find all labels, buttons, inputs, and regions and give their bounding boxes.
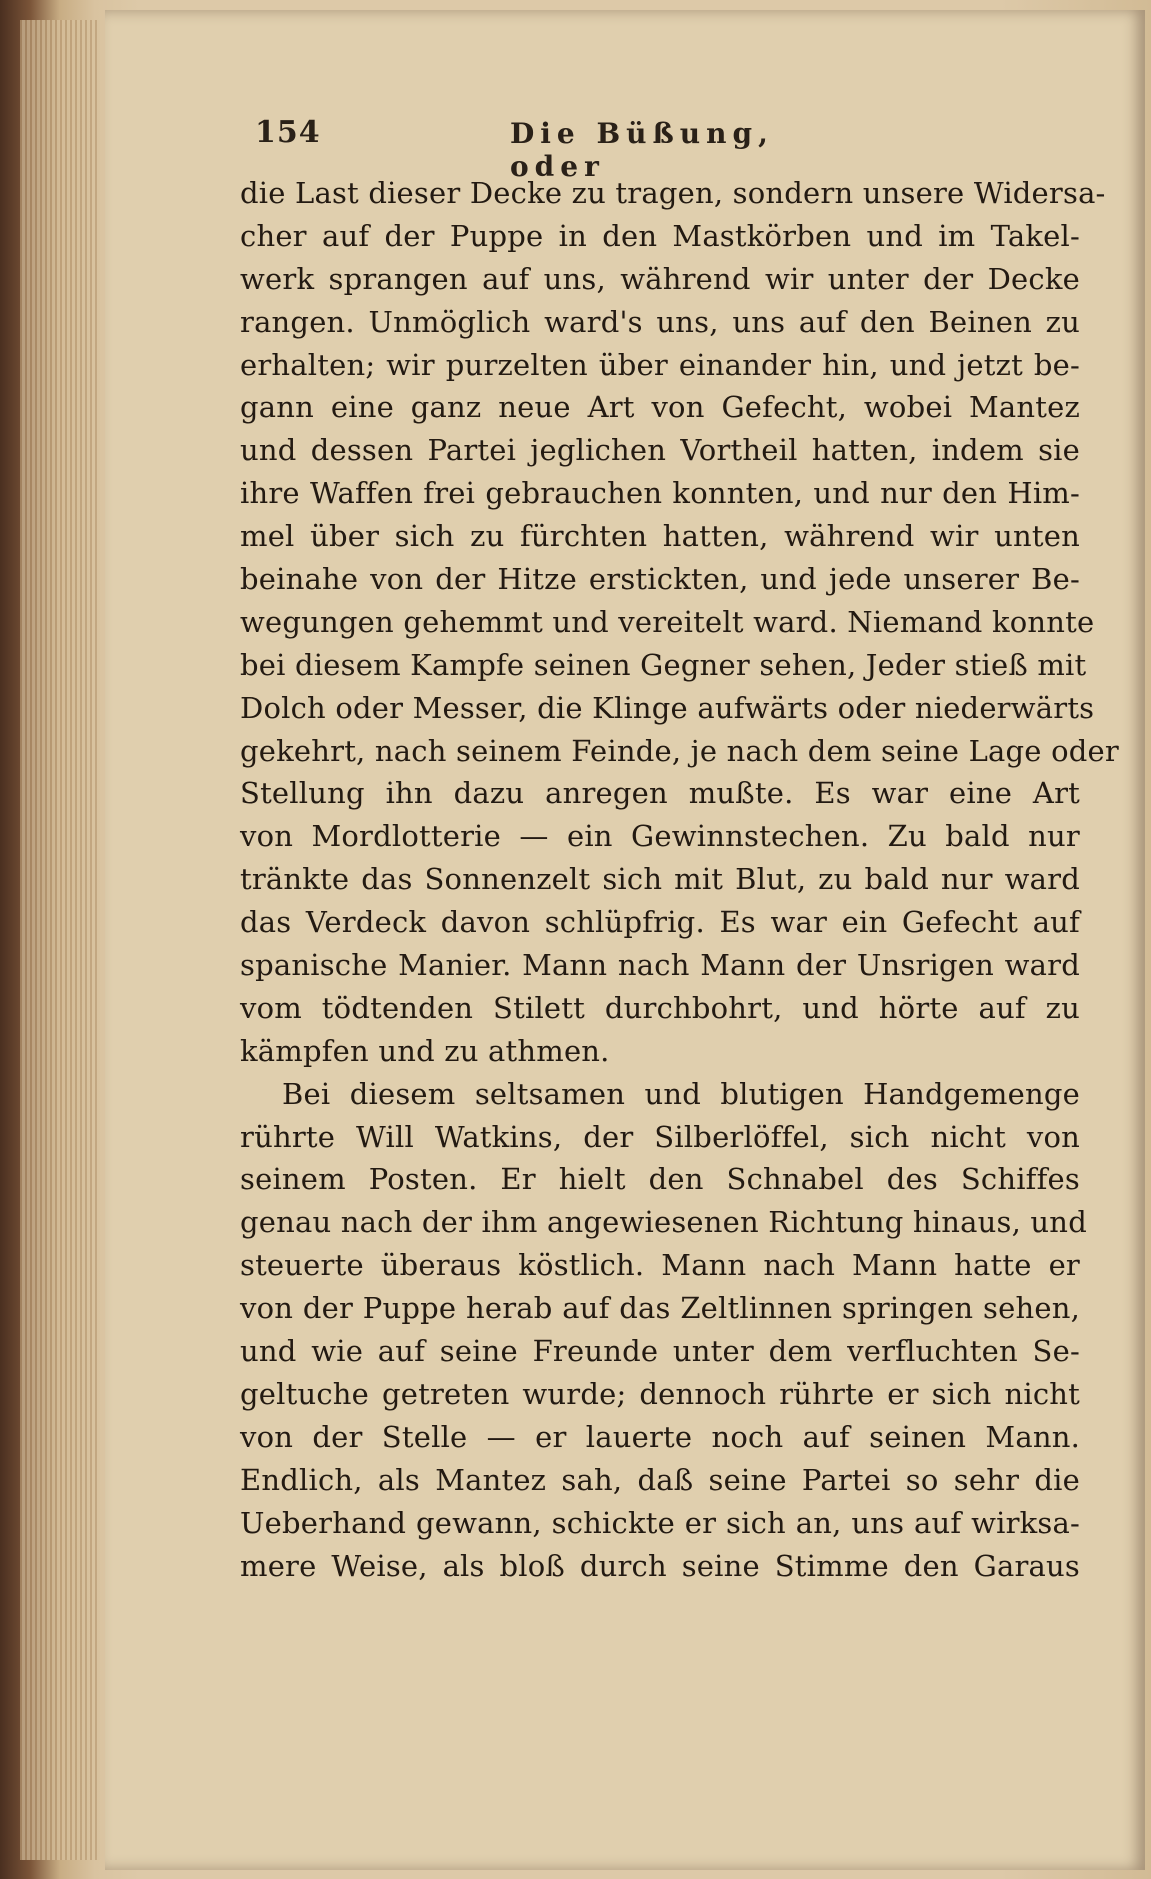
text-line: Stellung ihn dazu anregen mußte. Es war eine Art [240, 776, 1080, 811]
text-line: bei diesem Kampfe seinen Gegner sehen, Jeder stieß mit [240, 647, 1087, 682]
text-line: von Mordlotterie — ein Gewinnstechen. Zu bald nur [240, 819, 1080, 854]
text-line: von der Stelle — er lauerte noch auf seinen Mann. [240, 1419, 1080, 1454]
text-line: kämpfen und zu athmen. [240, 1033, 610, 1068]
running-title: Die Büßung, oder [510, 117, 774, 183]
text-line: mere Weise, als bloß durch seine Stimme den Garaus [240, 1548, 1080, 1583]
text-line: das Verdeck davon schlüpfrig. Es war ein Gefecht auf [240, 905, 1080, 940]
text-line: gekehrt, nach seinem Feinde, je nach dem seine Lage oder [240, 733, 1119, 768]
text-line: rangen. Unmöglich ward's uns, uns auf den Beinen zu [240, 304, 1080, 339]
text-line: cher auf der Puppe in den Mastkörben und im Takel- [240, 218, 1080, 253]
text-line: wegungen gehemmt und vereitelt ward. Niemand konnte [240, 604, 1095, 639]
text-line: Ueberhand gewann, schickte er sich an, uns auf wirksa- [240, 1505, 1080, 1540]
text-line: beinahe von der Hitze erstickten, und jede unserer Be- [240, 562, 1080, 597]
body-text [240, 172, 1119, 1587]
text-line: tränkte das Sonnenzelt sich mit Blut, zu bald nur ward [240, 862, 1080, 897]
text-line: vom tödtenden Stilett durchbohrt, und hörte auf zu [240, 990, 1080, 1025]
text-line: von der Puppe herab auf das Zeltlinnen springen sehen, [240, 1291, 1080, 1326]
text-line: mel über sich zu fürchten hatten, während wir unten [240, 519, 1080, 554]
text-line: die Last dieser Decke zu tragen, sondern unsere Widersa- [240, 176, 1106, 210]
text-line: geltuche getreten wurde; dennoch rührte er sich nicht [240, 1376, 1080, 1411]
text-line: genau nach der ihm angewiesenen Richtung hinaus, und [240, 1205, 1087, 1240]
page-header [255, 115, 855, 183]
text-line: rührte Will Watkins, der Silberlöffel, sich nicht von [240, 1119, 1080, 1154]
text-line: ihre Waffen frei gebrauchen konnten, und nur den Him- [240, 476, 1080, 511]
text-line: spanische Manier. Mann nach Mann der Unsrigen ward [240, 948, 1080, 983]
text-line: steuerte überaus köstlich. Mann nach Mann hatte er [240, 1248, 1080, 1283]
text-line: und dessen Partei jeglichen Vortheil hatten, indem sie [240, 433, 1080, 468]
page-edges [20, 20, 100, 1860]
text-line: seinem Posten. Er hielt den Schnabel des Schiffes [240, 1162, 1080, 1197]
text-line: werk sprangen auf uns, während wir unter der Decke [240, 261, 1080, 296]
text-line: gann eine ganz neue Art von Gefecht, wobei Mantez [240, 390, 1080, 425]
text-line: Dolch oder Messer, die Klinge aufwärts oder niederwärts [240, 690, 1095, 725]
text-line: und wie auf seine Freunde unter dem verfluchten Se- [240, 1334, 1080, 1369]
text-line: Bei diesem seltsamen und blutigen Handgemenge [282, 1076, 1080, 1111]
text-line: erhalten; wir purzelten über einander hin, und jetzt be- [240, 347, 1080, 382]
text-line: Endlich, als Mantez sah, daß seine Partei so sehr die [240, 1462, 1080, 1497]
page-number: 154 [255, 115, 321, 150]
